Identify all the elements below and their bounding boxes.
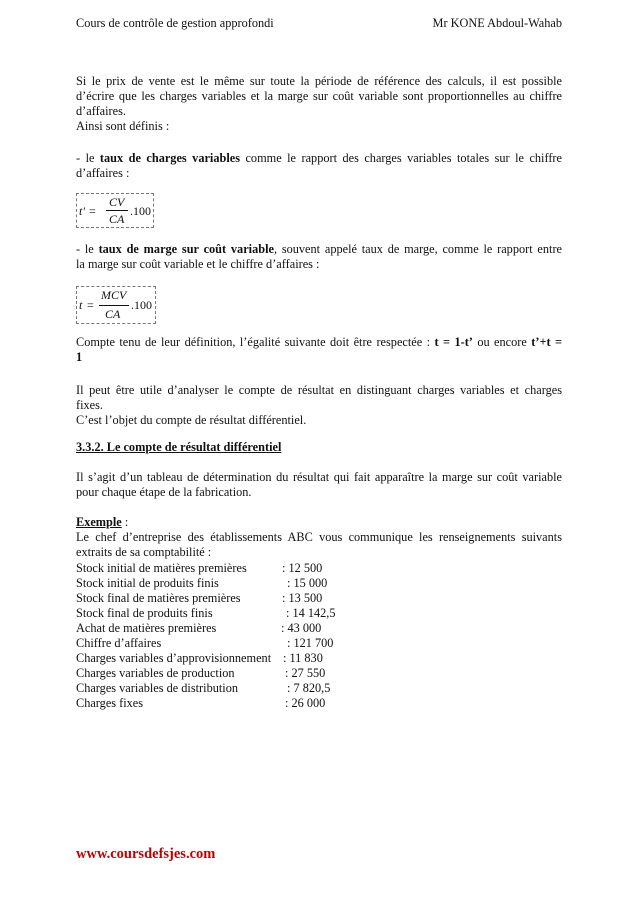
formula-denominator: CA bbox=[109, 212, 125, 226]
formula-lhs: t bbox=[79, 298, 83, 312]
text-line: d’écrire que les charges variables et la marge sur coût variable sont proportionnelles au chiffre bbox=[76, 89, 562, 103]
equality-formula-end: 1 bbox=[76, 350, 83, 364]
item-label: Stock final de produits finis bbox=[76, 606, 213, 620]
text-line bbox=[76, 151, 562, 166]
section-paragraph bbox=[76, 470, 562, 500]
text-line bbox=[76, 335, 562, 350]
definition-variable-cost-rate bbox=[76, 151, 562, 181]
page-header bbox=[76, 16, 562, 32]
equality-text: ou encore bbox=[472, 335, 532, 349]
item-label: Stock final de matières premières bbox=[76, 591, 241, 605]
header-author: Mr KONE Abdoul-Wahab bbox=[432, 16, 562, 30]
example-paragraph bbox=[76, 515, 562, 560]
equality-formula: t = 1-t’ bbox=[434, 335, 473, 349]
footer-website-link[interactable]: www.coursdefsjes.com bbox=[76, 846, 216, 862]
item-value: : 121 700 bbox=[287, 636, 334, 650]
definition-term: taux de charges variables bbox=[99, 151, 240, 165]
text-line: pour chaque étape de la fabrication. bbox=[76, 485, 252, 499]
definition-prefix: - le bbox=[76, 151, 100, 165]
formula-denominator: CA bbox=[105, 307, 121, 321]
fraction-bar bbox=[99, 305, 129, 306]
formula-factor: .100 bbox=[130, 204, 151, 218]
formula-box-variable-cost-rate bbox=[76, 193, 154, 228]
example-heading-line bbox=[76, 515, 562, 530]
item-label: Charges variables de production bbox=[76, 666, 235, 680]
example-colon: : bbox=[121, 515, 129, 529]
item-label: Charges variables d’approvisionnement bbox=[76, 651, 272, 665]
text-line: d’affaires : bbox=[76, 166, 130, 180]
definition-term: taux de marge sur coût variable bbox=[98, 242, 274, 256]
text-line: fixes. bbox=[76, 398, 103, 412]
formula-factor: .100 bbox=[131, 298, 152, 312]
analysis-paragraph bbox=[76, 383, 562, 428]
item-label: Chiffre d’affaires bbox=[76, 636, 162, 650]
formula-box-margin-rate bbox=[76, 286, 156, 324]
header-course-title: Cours de contrôle de gestion approfondi bbox=[76, 16, 274, 30]
item-value: : 27 550 bbox=[285, 666, 326, 680]
item-value: : 15 000 bbox=[287, 576, 328, 590]
equality-formula: t’+t = bbox=[531, 335, 562, 349]
item-label: Achat de matières premières bbox=[76, 621, 217, 635]
equality-paragraph bbox=[76, 335, 562, 365]
formula-numerator: MCV bbox=[101, 288, 127, 302]
accounting-data-list bbox=[76, 561, 562, 711]
definition-text: comme le rapport des charges variables totales sur le chiffre bbox=[240, 151, 562, 165]
item-label: Charges variables de distribution bbox=[76, 681, 238, 695]
formula-numerator: CV bbox=[109, 195, 125, 209]
text-line: extraits de sa comptabilité : bbox=[76, 545, 212, 559]
item-value: : 13 500 bbox=[282, 591, 323, 605]
item-value: : 43 000 bbox=[281, 621, 322, 635]
item-value: : 12 500 bbox=[282, 561, 323, 575]
item-value: : 7 820,5 bbox=[287, 681, 331, 695]
text-line: Il peut être utile d’analyser le compte de résultat en distinguant charges variables et charges bbox=[76, 383, 562, 397]
intro-paragraph bbox=[76, 74, 562, 134]
text-line bbox=[76, 242, 562, 257]
item-label: Charges fixes bbox=[76, 696, 144, 710]
text-line: d’affaires. bbox=[76, 104, 126, 118]
formula-equals: = bbox=[89, 204, 96, 218]
text-line: la marge sur coût variable et le chiffre d’affaires : bbox=[76, 257, 320, 271]
text-line: Il s’agit d’un tableau de détermination du résultat qui fait apparaître la marge sur coût variable bbox=[76, 470, 562, 484]
item-value: : 26 000 bbox=[285, 696, 326, 710]
fraction-bar bbox=[106, 210, 128, 211]
formula-lhs: t' bbox=[79, 204, 85, 218]
definition-margin-rate bbox=[76, 242, 562, 272]
example-label: Exemple bbox=[76, 515, 122, 529]
equality-text: Compte tenu de leur définition, l’égalité suivante doit être respectée : bbox=[76, 335, 435, 349]
section-heading: 3.3.2. Le compte de résultat différentiel bbox=[76, 440, 282, 454]
item-label: Stock initial de matières premières bbox=[76, 561, 247, 575]
item-label: Stock initial de produits finis bbox=[76, 576, 219, 590]
item-value: : 11 830 bbox=[283, 651, 323, 665]
formula-equals: = bbox=[87, 298, 94, 312]
text-line: Ainsi sont définis : bbox=[76, 119, 170, 133]
definition-text: , souvent appelé taux de marge, comme le rapport entre bbox=[273, 242, 563, 256]
text-line: Si le prix de vente est le même sur toute la période de référence des calculs, il est possible bbox=[76, 74, 562, 88]
text-line: Le chef d’entreprise des établissements ABC vous communique les renseignements suivants bbox=[76, 530, 562, 544]
definition-prefix: - le bbox=[76, 242, 99, 256]
item-value: : 14 142,5 bbox=[286, 606, 336, 620]
text-line: C’est l’objet du compte de résultat différentiel. bbox=[76, 413, 307, 427]
